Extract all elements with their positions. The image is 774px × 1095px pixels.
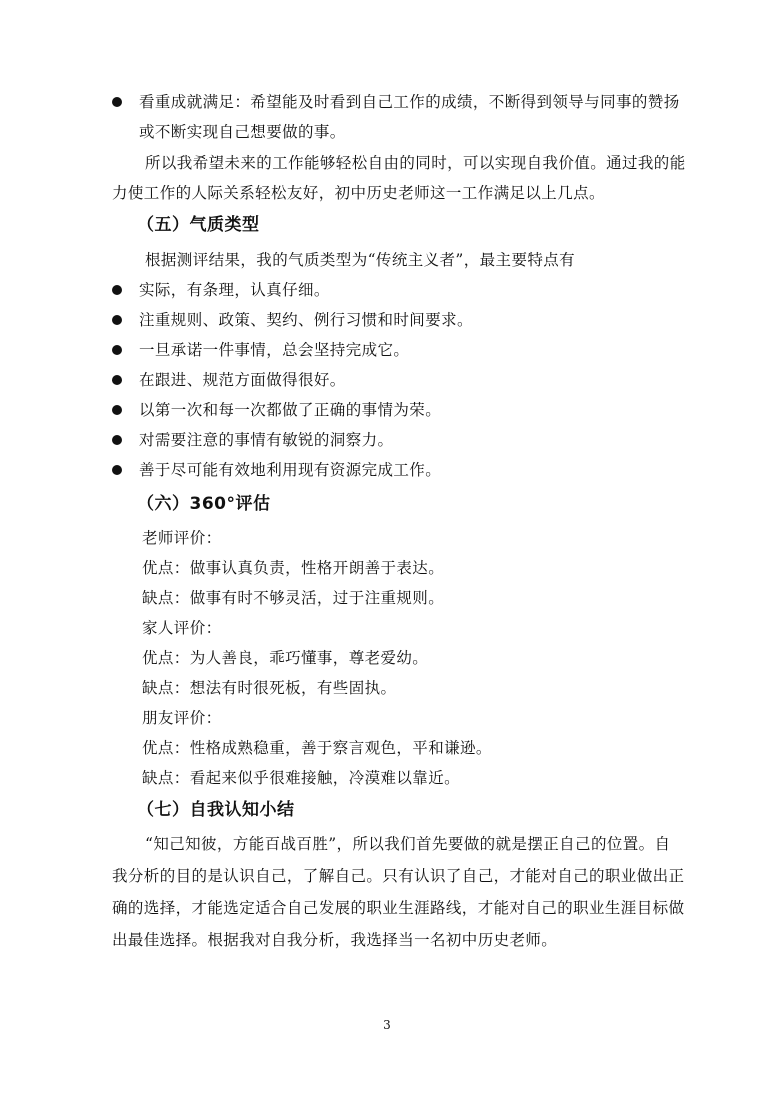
page-number: 3 bbox=[383, 1018, 391, 1032]
bullet-icon bbox=[112, 315, 122, 325]
bullet-icon bbox=[112, 405, 122, 415]
trait-item: 善于尽可能有效地利用现有资源完成工作。 bbox=[139, 461, 442, 479]
section5-intro: 根据测评结果，我的气质类型为“传统主义者”，最主要特点有 bbox=[145, 251, 576, 269]
trait-item: 在跟进、规范方面做得很好。 bbox=[139, 371, 346, 389]
trait-item: 注重规则、政策、契约、例行习惯和时间要求。 bbox=[139, 311, 473, 329]
achievement-bullet-line2: 或不断实现自己想要做的事。 bbox=[139, 123, 346, 141]
bullet-icon bbox=[112, 345, 122, 355]
section7-paragraph-line: 我分析的目的是认识自己，了解自己。只有认识了自己，才能对自己的职业做出正 bbox=[112, 867, 685, 885]
bullet-icon bbox=[112, 435, 122, 445]
family-eval-pros: 优点：为人善良，乖巧懂事，尊老爱幼。 bbox=[142, 649, 429, 667]
friends-eval-label: 朋友评价： bbox=[142, 709, 222, 727]
achievement-bullet-line1: 看重成就满足：希望能及时看到自己工作的成绩，不断得到领导与同事的赞扬 bbox=[139, 93, 680, 111]
bullet-icon bbox=[112, 97, 122, 107]
section7-paragraph-line: “知己知彼，方能百战百胜”，所以我们首先要做的就是摆正自己的位置。自 bbox=[145, 835, 671, 853]
section6-heading: （六）360°评估 bbox=[137, 494, 271, 514]
trait-item: 一旦承诺一件事情，总会坚持完成它。 bbox=[139, 341, 410, 359]
teacher-eval-label: 老师评价： bbox=[142, 529, 222, 547]
trait-item: 实际，有条理，认真仔细。 bbox=[139, 281, 330, 299]
teacher-eval-cons: 缺点：做事有时不够灵活，过于注重规则。 bbox=[142, 589, 445, 607]
section7-heading: （七）自我认知小结 bbox=[137, 800, 295, 820]
teacher-eval-pros: 优点：做事认真负责，性格开朗善于表达。 bbox=[142, 559, 445, 577]
family-eval-label: 家人评价： bbox=[142, 619, 222, 637]
section7-paragraph-line: 出最佳选择。根据我对自我分析，我选择当一名初中历史老师。 bbox=[112, 931, 558, 949]
bullet-icon bbox=[112, 375, 122, 385]
bullet-icon bbox=[112, 465, 122, 475]
summary-paragraph-line1: 所以我希望未来的工作能够轻松自由的同时，可以实现自我价值。通过我的能 bbox=[145, 154, 686, 172]
bullet-icon bbox=[112, 285, 122, 295]
section7-paragraph-line: 确的选择，才能选定适合自己发展的职业生涯路线，才能对自己的职业生涯目标做 bbox=[112, 899, 685, 917]
friends-eval-pros: 优点：性格成熟稳重，善于察言观色，平和谦逊。 bbox=[142, 739, 492, 757]
family-eval-cons: 缺点：想法有时很死板，有些固执。 bbox=[142, 679, 397, 697]
summary-paragraph-line2: 力使工作的人际关系轻松友好，初中历史老师这一工作满足以上几点。 bbox=[112, 184, 605, 202]
trait-item: 以第一次和每一次都做了正确的事情为荣。 bbox=[139, 401, 442, 419]
friends-eval-cons: 缺点：看起来似乎很难接触，冷漠难以靠近。 bbox=[142, 769, 461, 787]
section5-heading: （五）气质类型 bbox=[137, 215, 260, 235]
trait-item: 对需要注意的事情有敏锐的洞察力。 bbox=[139, 431, 394, 449]
